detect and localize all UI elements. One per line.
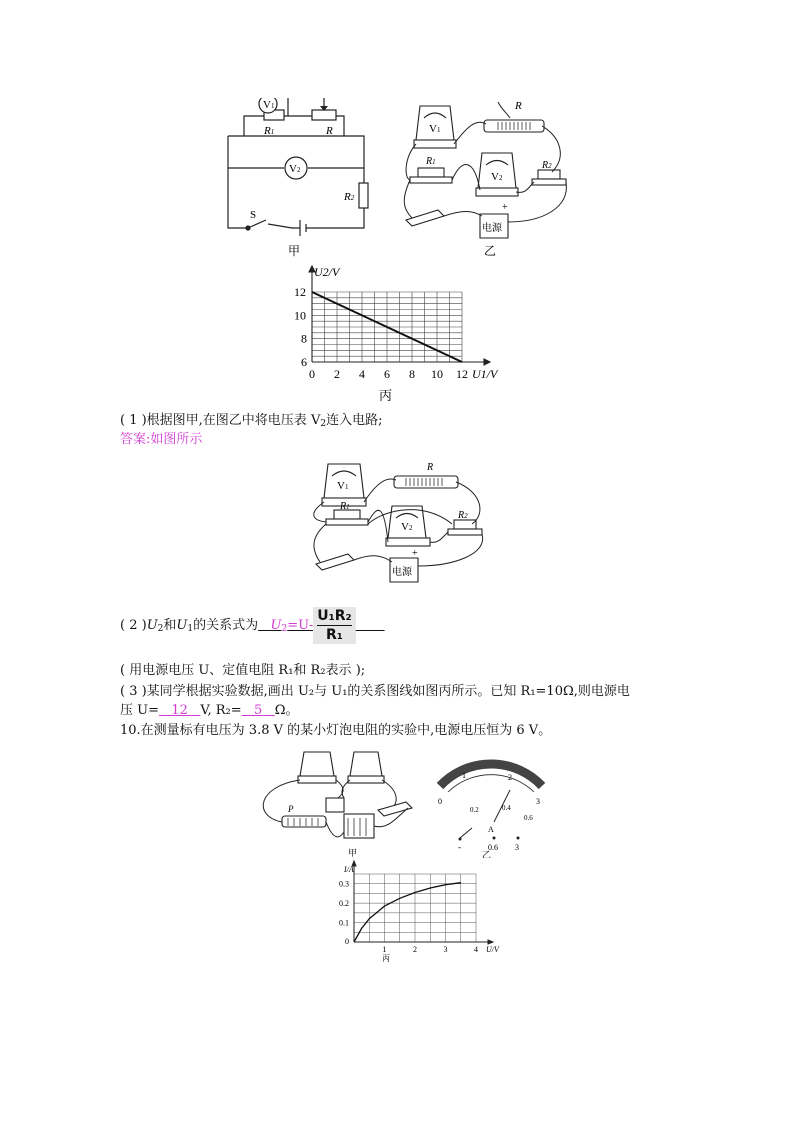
wiring-plus-label: +	[502, 202, 508, 213]
answer-wiring-diagram	[306, 458, 490, 584]
wiring-r2-label: R2	[542, 160, 552, 171]
answer-v1-label: V1	[337, 480, 349, 492]
r1-label: R1	[264, 125, 275, 137]
chart1-ylabel: U2/V	[314, 265, 340, 279]
chart2-xtick: 3	[443, 945, 448, 954]
chart1-xtick: 8	[409, 367, 415, 381]
terminal-minus: -	[458, 842, 461, 852]
chart2-ytick: 0.3	[339, 879, 349, 889]
answer-v2-label: V2	[401, 521, 413, 533]
caption-bing-2: 丙	[382, 954, 390, 962]
chart2-ylabel: I/A	[344, 865, 354, 874]
chart1-xtick: 10	[431, 367, 443, 381]
chart1-x-arrow	[484, 359, 490, 365]
chart2-xtick: 4	[474, 945, 478, 954]
chart2-xlabel: U/V	[486, 945, 499, 954]
u2-u1-chart	[282, 262, 512, 407]
terminal-0.6: 0.6	[488, 843, 498, 852]
chart1-ytick: 10	[294, 308, 306, 323]
chart1-xtick: 0	[309, 367, 315, 381]
chart1-xlabel: U1/V	[472, 367, 498, 381]
wiring-diagram-yi	[402, 98, 574, 258]
wiring-r1-label: R1	[426, 156, 436, 167]
ammeter-inner-0.4: 0.4	[502, 804, 511, 812]
caption-yi-2: 乙	[482, 850, 492, 858]
ammeter-outer-0: 0	[438, 797, 442, 806]
chart2-x-arrow	[488, 940, 493, 944]
switch-label: S	[250, 209, 257, 221]
wiring-v1-label: V1	[429, 123, 441, 135]
wiring-r-label: R	[515, 100, 522, 112]
wiring-power-label: 电源	[482, 223, 502, 234]
chart2-xtick: 2	[413, 945, 417, 954]
answer-plus-label: +	[412, 548, 418, 559]
i-u-chart	[318, 858, 514, 962]
wiring-v2-label: V2	[491, 171, 503, 183]
r-label: R	[326, 125, 333, 137]
question-2: ( 2 )U2和U1的关系式为 U2=U- $\frac{\text{U₁R₂}}{\text{R₁}}$	[120, 606, 385, 649]
question-3-answer-line: 压 U= 12 V, R₂= 5 Ω。	[120, 703, 299, 718]
chart1-ytick: 6	[301, 355, 307, 369]
answer-r-label: R	[427, 462, 434, 473]
i-u-series-curve	[354, 883, 461, 942]
question-2-note: ( 用电源电压 U、定值电阻 R₁和 R₂表示 );	[120, 663, 366, 678]
question-3: ( 3 )某同学根据实验数据,画出 U₂与 U₁的关系图线如图丙所示。已知 R₁=10Ω,则电源电	[120, 684, 630, 699]
answer-power-label: 电源	[392, 567, 412, 578]
chart1-ytick: 8	[301, 331, 307, 346]
caption-jia-2: 甲	[348, 848, 358, 858]
answer-r2-label: R2	[458, 510, 468, 521]
ammeter-outer-3: 3	[536, 797, 540, 806]
lamp-circuit-and-ammeter	[248, 746, 548, 858]
chart1-xtick: 6	[384, 367, 390, 381]
chart2-ytick: 0.2	[339, 899, 349, 909]
caption-jia: 甲	[288, 244, 301, 258]
question-1: ( 1 )根据图甲,在图乙中将电压表 V2连入电路;	[120, 413, 383, 429]
chart1-xtick: 12	[456, 367, 468, 381]
chart2-ytick: 0.1	[339, 918, 349, 928]
chart1-ytick: 12	[294, 285, 306, 299]
relation-fraction: $\frac{\text{U₁R₂}}{\text{R₁}}$	[313, 607, 355, 644]
rheostat-p-label: P	[288, 804, 294, 814]
v1-label: V1	[263, 99, 275, 111]
chart1-xtick: 4	[359, 367, 365, 381]
v2-label: V2	[289, 163, 301, 175]
question-10: 10.在测量标有电压为 3.8 V 的某小灯泡电阻的实验中,电源电压恒为 6 V。	[120, 723, 552, 738]
chart2-xtick: 1	[382, 945, 387, 954]
caption-bing-1: 丙	[379, 388, 393, 403]
circuit-diagram-jia	[222, 98, 372, 258]
answer-r1-label: R1	[340, 501, 350, 512]
ammeter-a-label: A	[488, 825, 494, 834]
chart1-xtick: 2	[334, 367, 340, 381]
chart2-xtick: 0	[345, 937, 349, 946]
answer-1: 答案:如图所示	[120, 432, 203, 447]
ammeter-inner-0.2: 0.2	[470, 806, 479, 814]
caption-yi: 乙	[484, 244, 497, 258]
r2-label: R2	[344, 191, 355, 203]
ammeter-inner-0.6: 0.6	[524, 814, 533, 822]
ammeter-outer-1: 1	[462, 771, 466, 780]
terminal-3: 3	[515, 843, 519, 852]
ammeter-outer-2: 2	[508, 773, 512, 782]
